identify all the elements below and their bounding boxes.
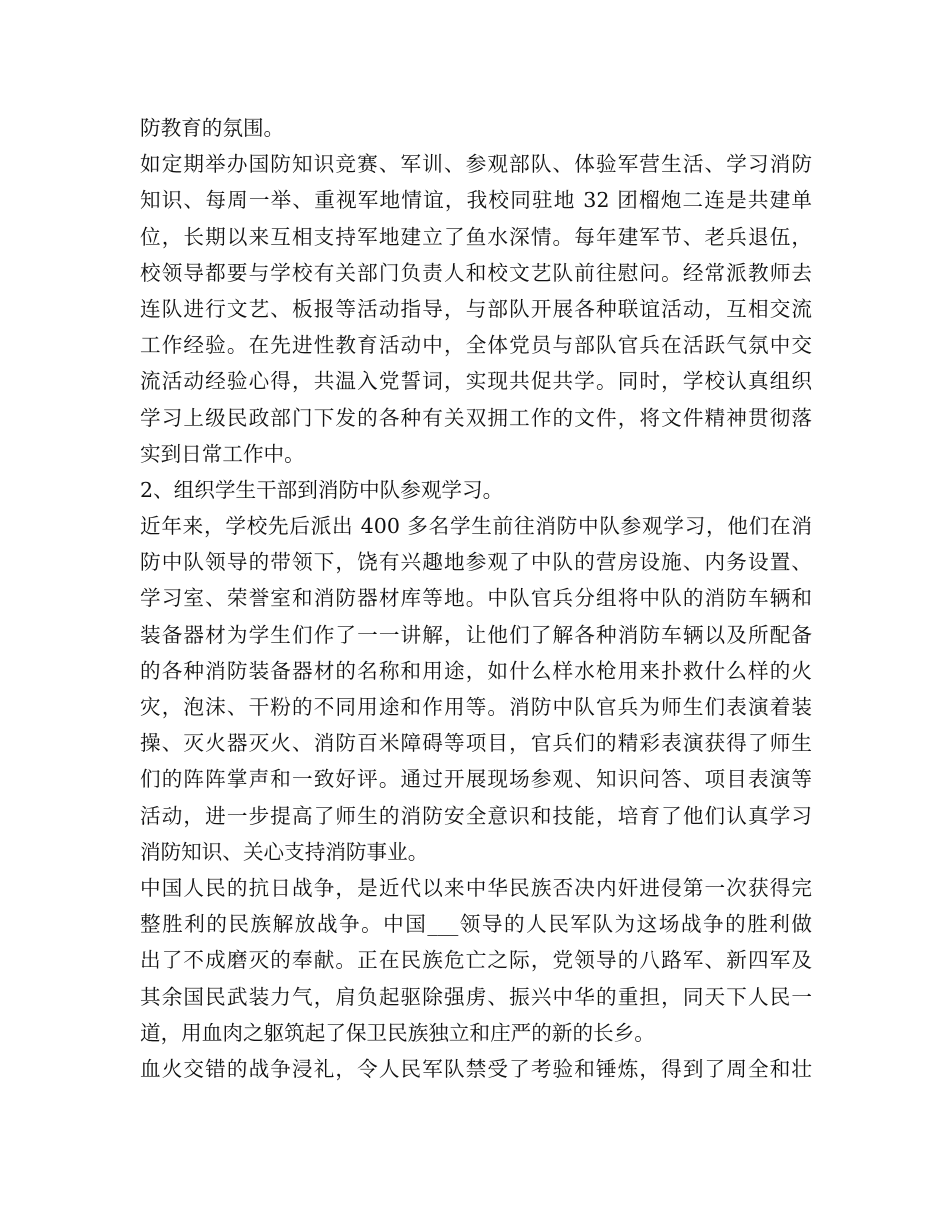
text-line: 学习上级民政部门下发的各种有关双拥工作的文件，将文件精神贯彻落 bbox=[140, 405, 812, 430]
text-line: 出了不成磨灭的奉献。正在民族危亡之际，党领导的八路军、新四军及 bbox=[140, 948, 812, 973]
text-line: 装备器材为学生们作了一一讲解，让他们了解各种消防车辆以及所配备 bbox=[140, 622, 812, 647]
text-line: 道，用血肉之躯筑起了保卫民族独立和庄严的新的长乡。 bbox=[140, 1020, 655, 1045]
text-line: 活动，进一步提高了师生的消防安全意识和技能，培育了他们认真学习 bbox=[140, 803, 812, 828]
text-line: 校领导都要与学校有关部门负责人和校文艺队前往慰问。经常派教师去 bbox=[140, 260, 812, 285]
text-line: 血火交错的战争浸礼，令人民军队禁受了考验和锤炼，得到了周全和壮 bbox=[140, 1056, 812, 1081]
document-body bbox=[140, 110, 812, 1087]
text-line: 消防知识、关心支持消防事业。 bbox=[140, 839, 429, 864]
text-line: 流活动经验心得，共温入党誓词，实现共促共学。同时，学校认真组织 bbox=[140, 369, 812, 394]
text-line: 知识、每周一举、重视军地情谊，我校同驻地 32 团榴炮二连是共建单 bbox=[140, 188, 812, 213]
text-line: 近年来，学校先后派出 400 多名学生前往消防中队参观学习，他们在消 bbox=[140, 514, 812, 539]
text-line: 防教育的氛围。 bbox=[140, 116, 285, 140]
text-line: 操、灭火器灭火、消防百米障碍等项目，官兵们的精彩表演获得了师生 bbox=[140, 731, 812, 756]
text-line: 的各种消防装备器材的名称和用途，如什么样水枪用来扑救什么样的火 bbox=[140, 658, 812, 683]
text-line: 防中队领导的带领下，饶有兴趣地参观了中队的营房设施、内务设置、 bbox=[140, 550, 812, 575]
text-line: 实到日常工作中。 bbox=[140, 441, 305, 466]
text-line: 整胜利的民族解放战争。中国___领导的人民军队为这场战争的胜利做 bbox=[140, 912, 812, 937]
text-line: 位，长期以来互相支持军地建立了鱼水深情。每年建军节、老兵退伍， bbox=[140, 224, 812, 249]
text-line: 其余国民武装力气，肩负起驱除强虏、振兴中华的重担，同天下人民一 bbox=[140, 984, 812, 1009]
text-line: 连队进行文艺、板报等活动指导，与部队开展各种联谊活动，互相交流 bbox=[140, 296, 812, 321]
text-line: 灾，泡沫、干粉的不同用途和作用等。消防中队官兵为师生们表演着装 bbox=[140, 695, 812, 719]
section-heading: 2、组织学生干部到消防中队参观学习。 bbox=[140, 477, 504, 502]
text-line: 学习室、荣誉室和消防器材库等地。中队官兵分组将中队的消防车辆和 bbox=[140, 586, 812, 611]
text-line: 们的阵阵掌声和一致好评。通过开展现场参观、知识问答、项目表演等 bbox=[140, 767, 812, 792]
text-line: 中国人民的抗日战争，是近代以来中华民族否决内奸进侵第一次获得完 bbox=[140, 875, 812, 900]
text-line: 工作经验。在先进性教育活动中，全体党员与部队官兵在活跃气氛中交 bbox=[140, 333, 812, 358]
text-line: 如定期举办国防知识竞赛、军训、参观部队、体验军营生活、学习消防 bbox=[140, 152, 812, 177]
